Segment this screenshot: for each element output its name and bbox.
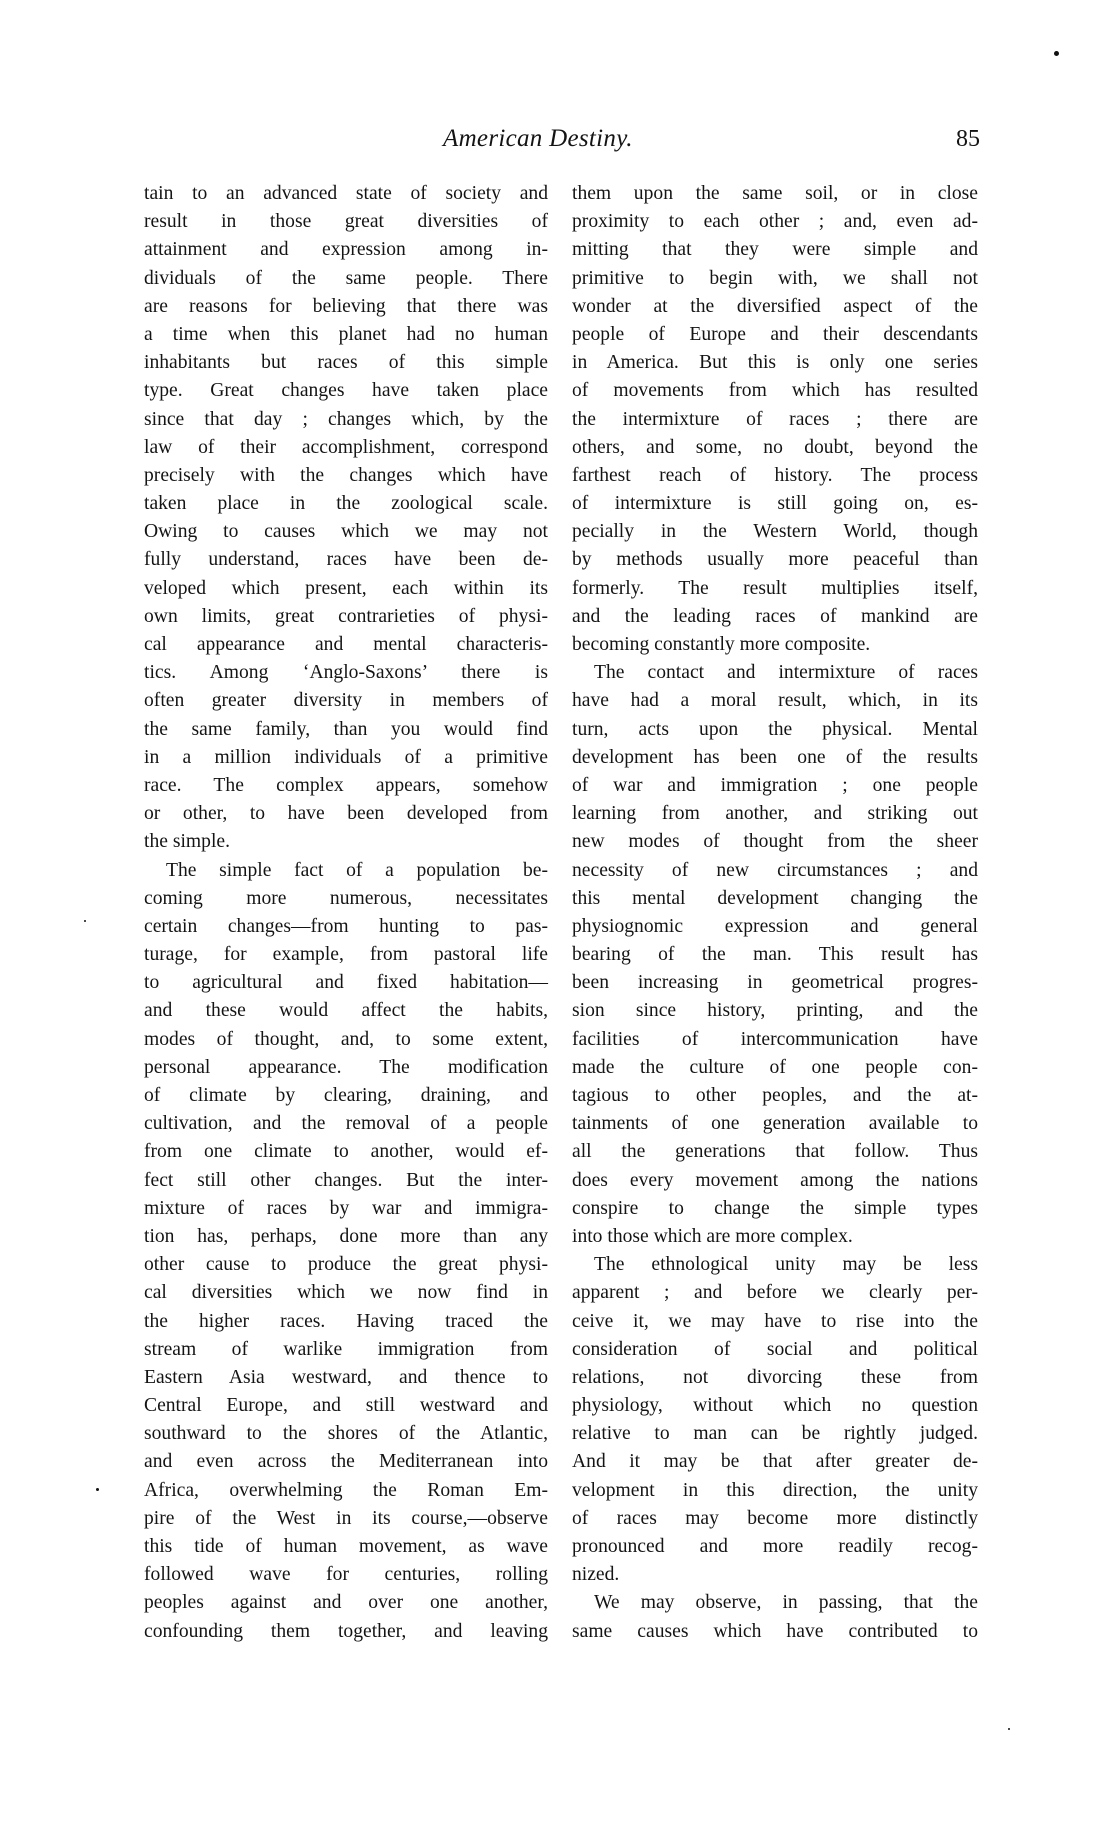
text-line: a time when this planet had no human — [144, 323, 548, 345]
text-line: wonder at the diversified aspect of the — [572, 295, 978, 317]
text-line-paragraph-start: The contact and intermixture of races — [594, 662, 978, 684]
text-line-paragraph-start: We may observe, in passing, that the — [594, 1592, 978, 1614]
text-line: primitive to begin with, we shall not — [572, 267, 978, 289]
text-line: since that day ; changes which, by the — [144, 408, 548, 430]
text-line: proximity to each other ; and, even ad- — [572, 211, 978, 233]
text-line: are reasons for believing that there was — [144, 295, 548, 317]
text-line: followed wave for centuries, rolling — [144, 1564, 548, 1586]
text-line: or other, to have been developed from — [144, 803, 548, 825]
text-line: fully understand, races have been de- — [144, 549, 548, 571]
page-number: 85 — [956, 126, 980, 152]
text-line: type. Great changes have taken place — [144, 380, 548, 402]
text-line: learning from another, and striking out — [572, 803, 978, 825]
text-line: been increasing in geometrical progres- — [572, 972, 978, 994]
text-line: often greater diversity in members of — [144, 690, 548, 712]
text-line: same causes which have contributed to — [572, 1620, 978, 1642]
text-line: ceive it, we may have to rise into the — [572, 1310, 978, 1332]
text-line: sion since history, printing, and the — [572, 1000, 978, 1022]
text-line: precisely with the changes which have — [144, 464, 548, 486]
text-line: of races may become more distinctly — [572, 1507, 978, 1529]
text-line-paragraph-end: the simple. — [144, 831, 230, 853]
text-line: other cause to produce the great physi- — [144, 1254, 548, 1276]
text-line: of movements from which has resulted — [572, 380, 978, 402]
text-line: have had a moral result, which, in its — [572, 690, 978, 712]
text-line: certain changes—from hunting to pas- — [144, 915, 548, 937]
text-line: relations, not divorcing these from — [572, 1366, 978, 1388]
text-line: bearing of the man. This result has — [572, 944, 978, 966]
text-line: tics. Among ‘Anglo-Saxons’ there is — [144, 662, 548, 684]
text-line: necessity of new circumstances ; and — [572, 859, 978, 881]
text-line: and even across the Mediterranean into — [144, 1451, 548, 1473]
text-line: mixture of races by war and immigra- — [144, 1197, 548, 1219]
text-line: the same family, than you would find — [144, 718, 548, 740]
text-line: consideration of social and political — [572, 1338, 978, 1360]
text-line: people of Europe and their descendants — [572, 323, 978, 345]
text-line: the intermixture of races ; there are — [572, 408, 978, 430]
text-line-paragraph-end: nized. — [572, 1564, 620, 1586]
text-line: law of their accomplishment, correspond — [144, 436, 548, 458]
text-line: to agricultural and fixed habitation— — [144, 972, 548, 994]
text-line: this tide of human movement, as wave — [144, 1536, 548, 1557]
text-line: taken place in the zoological scale. — [144, 493, 548, 515]
text-line: and the leading races of mankind are — [572, 605, 978, 627]
text-line: modes of thought, and, to some extent, — [144, 1028, 548, 1050]
text-line: relative to man can be rightly judged. — [572, 1423, 978, 1445]
text-line: conspire to change the simple types — [572, 1197, 978, 1219]
text-line: turn, acts upon the physical. Mental — [572, 718, 978, 740]
right-text-column — [572, 180, 978, 1646]
text-line: veloped which present, each within its — [144, 577, 548, 599]
ink-speck-mark — [1008, 1728, 1010, 1730]
text-line: cal appearance and mental characteris- — [144, 634, 548, 655]
text-line: confounding them together, and leaving — [144, 1620, 548, 1642]
text-line: facilities of intercommunication have — [572, 1028, 978, 1050]
text-line: does every movement among the nations — [572, 1169, 978, 1191]
text-line: Africa, overwhelming the Roman Em- — [144, 1479, 548, 1501]
text-line: others, and some, no doubt, beyond the — [572, 436, 978, 458]
text-line: development has been one of the results — [572, 746, 978, 768]
text-line: Central Europe, and still westward and — [144, 1395, 548, 1417]
text-line-paragraph-start: The simple fact of a population be- — [166, 859, 548, 881]
text-line: pire of the West in its course,—observe — [144, 1507, 548, 1529]
text-line: turage, for example, from pastoral life — [144, 944, 548, 966]
text-line: attainment and expression among in- — [144, 239, 548, 261]
text-line: of climate by clearing, draining, and — [144, 1085, 548, 1106]
text-line-paragraph-end: becoming constantly more composite. — [572, 634, 871, 655]
text-line: farthest reach of history. The process — [572, 464, 978, 486]
text-line: physiognomic expression and general — [572, 915, 978, 937]
text-line: pecially in the Western World, though — [572, 521, 978, 543]
text-line: in America. But this is only one series — [572, 352, 978, 374]
text-line: pronounced and more readily recog- — [572, 1536, 978, 1557]
text-line: dividuals of the same people. There — [144, 267, 548, 289]
text-line: personal appearance. The modification — [144, 1056, 548, 1078]
text-line: and these would affect the habits, — [144, 1000, 548, 1022]
text-line: the higher races. Having traced the — [144, 1310, 548, 1332]
text-line: all the generations that follow. Thus — [572, 1141, 978, 1163]
text-line: coming more numerous, necessitates — [144, 887, 548, 909]
text-line: cultivation, and the removal of a people — [144, 1113, 548, 1135]
text-line: new modes of thought from the sheer — [572, 831, 978, 853]
text-line: tion has, perhaps, done more than any — [144, 1225, 548, 1247]
text-line: in a million individuals of a primitive — [144, 746, 548, 768]
running-head — [144, 122, 980, 156]
text-line: And it may be that after greater de- — [572, 1451, 978, 1473]
text-line: own limits, great contrarieties of physi- — [144, 605, 548, 627]
text-line: stream of warlike immigration from — [144, 1338, 548, 1360]
text-line: apparent ; and before we clearly per- — [572, 1282, 978, 1304]
text-line: race. The complex appears, somehow — [144, 774, 548, 796]
text-line: made the culture of one people con- — [572, 1056, 978, 1078]
ink-speck-mark — [96, 1488, 99, 1491]
text-line: formerly. The result multiplies itself, — [572, 577, 978, 599]
text-line: them upon the same soil, or in close — [572, 183, 978, 204]
text-line: velopment in this direction, the unity — [572, 1479, 978, 1501]
text-line: tain to an advanced state of society and — [144, 183, 548, 204]
text-line: result in those great diversities of — [144, 211, 548, 233]
text-line: southward to the shores of the Atlantic, — [144, 1423, 548, 1445]
text-line: Owing to causes which we may not — [144, 521, 548, 543]
text-line: physiology, without which no question — [572, 1395, 978, 1417]
text-line-paragraph-start: The ethnological unity may be less — [594, 1254, 978, 1276]
text-line: from one climate to another, would ef- — [144, 1141, 548, 1163]
ink-speck-mark — [84, 920, 86, 922]
ink-speck-mark — [1054, 51, 1059, 56]
text-line: fect still other changes. But the inter- — [144, 1169, 548, 1191]
text-line: of intermixture is still going on, es- — [572, 493, 978, 515]
text-line: tagious to other peoples, and the at- — [572, 1085, 978, 1106]
text-line-paragraph-end: into those which are more complex. — [572, 1225, 853, 1247]
text-line: inhabitants but races of this simple — [144, 352, 548, 374]
text-line: tainments of one generation available to — [572, 1113, 978, 1135]
text-line: by methods usually more peaceful than — [572, 549, 978, 571]
left-text-column — [144, 180, 548, 1646]
running-title: American Destiny. — [443, 125, 633, 152]
text-line: this mental development changing the — [572, 887, 978, 909]
text-line: of war and immigration ; one people — [572, 774, 978, 796]
text-line: mitting that they were simple and — [572, 239, 978, 261]
text-line: Eastern Asia westward, and thence to — [144, 1366, 548, 1388]
text-line: peoples against and over one another, — [144, 1592, 548, 1614]
text-line: cal diversities which we now find in — [144, 1282, 548, 1304]
